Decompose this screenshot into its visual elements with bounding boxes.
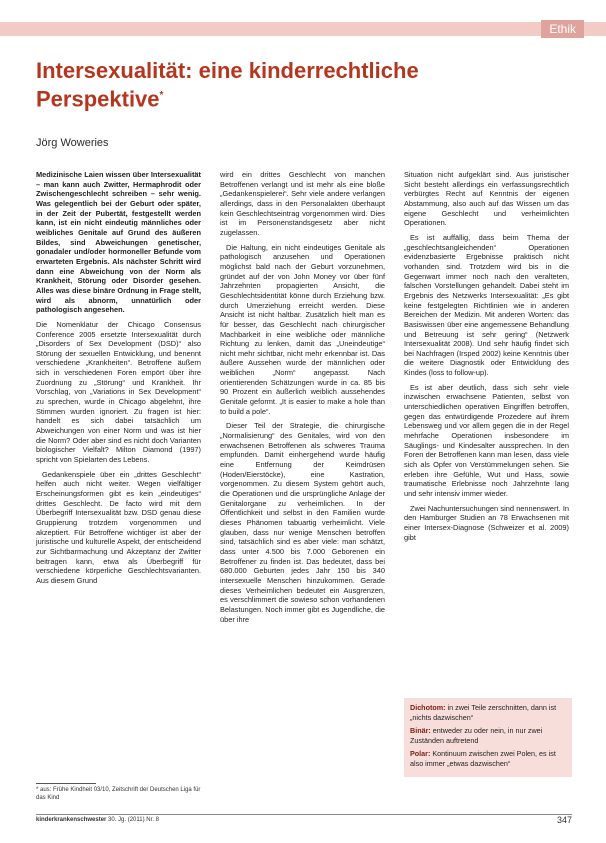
glossary-entry [410, 703, 566, 722]
footer-divider [36, 814, 572, 815]
lead-paragraph: Medizinische Laien wissen über Intersexualität – man kann auch Zwitter, Hermaphrodit oder Zwischengeschlecht schreiben – sehr wenig. Was gelegentlich bei der Geburt oder später, in der Zeit der Pubertät, festgestellt werden kann, ist ein nicht eindeutig männliches oder weibliches Genitale auf Grund des äußeren Bildes, sind Abweichungen genetischer, gonadaler und/oder hormoneller Befunde vom erwarteten Ergebnis. Als nächster Schritt wird dann eine Abweichung von der Norm als Krankheit, Störung oder Disorder gesehen. Alles was diese binäre Ordnung in Frage stellt, wird als abnorm, unnatürlich oder pathologisch angesehen. [36, 170, 201, 315]
page-number: 347 [556, 815, 572, 825]
body-paragraph: Die Haltung, ein nicht eindeutiges Genitale als pathologisch anzusehen und Operationen möglichst bald nach der Geburt vorzunehmen, gründet auf der von John Money vor über fünf Jahrzehnten propagierten Ansicht, die Geschlechtsidentität könne durch Erziehung bzw. durch Umerziehung erreicht werden. Diese Ansicht ist nicht haltbar. Zusätzlich hielt man es für besser, das Geschlecht nach chirurgischer Machbarkeit in eine weibliche oder männliche Richtung zu lenken, damit das „Uneindeutige“ nicht mehr sichtbar, nicht mehr erkennbar ist. Das äußere Aussehen wurde der männlichen oder weiblichen „Norm“ angepasst. Nach orientierenden Schätzungen wurde in ca. 85 bis 90 Prozent ein äußerlich weiblich aussehendes Genitale geformt. „It is easier to make a hole than to build a pole“. [220, 242, 385, 416]
article-title [36, 58, 506, 111]
glossary-definition: in zwei Teile zerschnitten, dann ist „nichts dazwischen“ [410, 703, 557, 722]
glossary-definition: Kontinuum zwischen zwei Polen, es ist also immer „etwas dazwischen“ [410, 749, 556, 768]
footer-issue: 30. Jg. (2011) Nr. 8 [106, 817, 159, 823]
body-paragraph: Gedankenspiele über ein „drittes Geschlecht“ helfen auch nicht weiter. Wegen vielfältiger Erscheinungsformen gibt es kein „eindeutiges“ drittes Geschlecht. De facto wird mit dem Überbegriff Intersexualität bzw. DSD genau diese Gruppierung trotzdem vorgenommen und akzeptiert. Für Betroffene wichtiger ist aber der juristische und kulturelle Aspekt, der entscheidend zur Sichtbarmachung und Akzeptanz der Zwitter beitragen kann, etwa als Überbegriff für verschiedene körperliche Geschlechtsvarianten. Aus diesem Grund [36, 469, 201, 585]
body-paragraph: wird ein drittes Geschlecht von manchen Betroffenen verlangt und ist mehr als eine bloße „Gedankenspielerei“. Sehr viele andere verlangen allerdings, dass in den Personalakten überhaupt kein Geschlechtseintrag vorgenommen wird. Dies ist im Personenstandsgesetz aber nicht zugelassen. [220, 170, 385, 237]
footer-journal-name: kinderkrankenschwester [36, 817, 107, 823]
article-title-text: Intersexualität: eine kinderrechtliche Perspektive [36, 58, 419, 112]
body-paragraph: Die Nomenklatur der Chicago Consensus Conference 2005 ersetzte Intersexualität durch „Disorders of Sex Development (DSD)“ also Störung der sexuellen Entwicklung, und benennt verschiedene „Krankheiten“. Betroffene äußern sich in verschiedenen Foren empört über ihre Zuordnung zu „Störung“ und Krankheit. Ihr Vorschlag, von „Variations in Sex Development“ zu sprechen, wurde in Chicago abgelehnt, ihre Stimmen wurden ignoriert. Zu fragen ist hier: handelt es sich dabei tatsächlich um Abweichungen von einer Norm und was ist hier die Norm? Oder aber sind es nicht doch Varianten biologischer Vielfalt? Milton Diamond (1997) spricht von Spielarten des Lebens. [36, 319, 201, 465]
body-paragraph: Situation nicht aufgeklärt sind. Aus juristischer Sicht besteht allerdings ein verfassungsrechtlich verbürgtes Recht auf Kenntnis der eigenen Abstammung, also auch auf das Wissen um das eigene Geschlecht und verheimlichten Operationen. [404, 170, 569, 228]
title-footnote-mark: * [159, 90, 164, 101]
body-paragraph: Zwei Nachuntersuchungen sind nennenswert. In den Hamburger Studien an 78 Erwachsenen mit einer Intersex-Diagnose (Schweizer et al. 2009) gibt [404, 503, 569, 542]
glossary-definition: entweder zu oder nein, in nur zwei Zuständen auftretend [410, 726, 543, 745]
body-paragraph: Es ist aber deutlich, dass sich sehr viele inzwischen erwachsene Patienten, selbst von unterschiedlichen operativen Eingriffen betroffen, gegen das entwürdigende Prozedere auf ihrem Lebensweg und vor allem gegen die in der Regel mehrfache Operationen insbesondere im Säuglings- und Kindesalter aussprechen. In den Foren der Betroffenen kann man lesen, dass viele sich als Opfer von Verstümmelungen sehen. Sie erleben ihre Gefühle, Wut und Hass, sowie traumatische Erlebnisse noch Jahrzehnte lang und sehr intensiv immer wieder. [404, 382, 569, 498]
text-column-3 [404, 170, 569, 547]
text-column-2 [220, 170, 385, 629]
footer-journal-citation [36, 817, 159, 823]
section-label: Ethik [541, 20, 584, 38]
glossary-term: Polar: [410, 749, 431, 758]
glossary-box [404, 698, 572, 777]
footnote: * aus: Frühe Kindheit 03/10, Zeitschrift der Deutschen Liga für das Kind [36, 787, 201, 801]
body-paragraph: Es ist auffällig, dass beim Thema der „geschlechtsangleichenden“ Operationen evidenzbasierte Ergebnisse praktisch nicht vorhanden sind. Trotzdem wird bis in die Gegenwart immer noch nach den veralteten, falschen Vorstellungen gehandelt. Dabei steht im Ergebnis des Netzwerks Intersexualität: „Es gibt keine festgelegten Richtlinien wie in anderen Bereichen der Medizin. Mit anderen Worten: das Basiswissen über eine angemessene Behandlung und Betreuung ist sehr gering“ (Netzwerk Intersexualität 2008). Und sehr häufig findet sich bei Nachfragen (Irsped 2002) keine Kenntnis über die weitere Diagnostik oder Entwicklung des Kindes (loss to follow-up). [404, 232, 569, 378]
section-header-strip [0, 22, 606, 36]
body-paragraph: Dieser Teil der Strategie, die chirurgische „Normalisierung“ des Genitales, wird von den erwachsenen Betroffenen als schweres Trauma empfunden. Damit einhergehend wurde häufig eine Entfernung der Keimdrüsen (Hoden/Eierstöcke), eine Kastration, vorgenommen. Zu diesem System gehört auch, die Operationen und die ursprüngliche Anlage der Genitalorgane zu verheimlichen. In der Öffentlichkeit und selbst in den Familien wurde dieses Phänomen tabuartig verheimlicht. Viele glauben, dass nur wenige Menschen betroffen sind, tatsächlich sind es aber viele: man schätzt, dass unter 4.500 bis 7.000 Geborenen ein Betroffener zu finden ist. Das bedeutet, dass bei 680.000 Geburten jedes Jahr 150 bis 340 intersexuelle Menschen hinzukommen. Gerade dieses Verheimlichen bedeutet ein Ausgrenzen, es verschlimmert die sowieso schon vorhandenen Belastungen. Noch immer gibt es Jugendliche, die über ihre [220, 421, 385, 624]
footnote-divider [36, 783, 96, 784]
glossary-term: Binär: [410, 726, 431, 735]
author-byline: Jörg Woweries [36, 137, 109, 149]
text-column-1 [36, 170, 201, 591]
glossary-term: Dichotom: [410, 703, 446, 712]
glossary-entry [410, 726, 566, 745]
glossary-entry [410, 749, 566, 768]
